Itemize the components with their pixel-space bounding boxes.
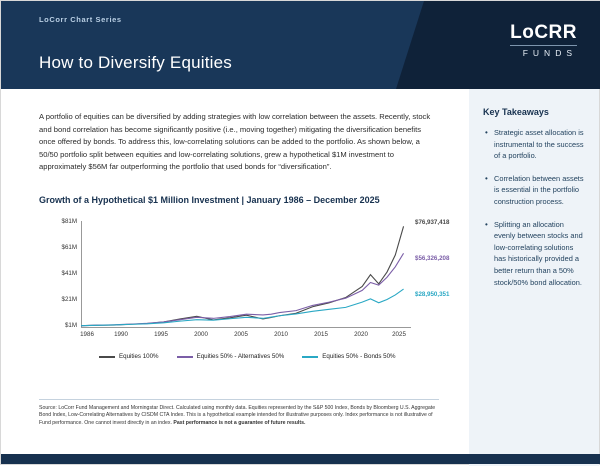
chart-x-axis xyxy=(81,327,411,328)
footnote-line-3: illustrative of Fund performance. One cannot invest directly in an index. xyxy=(39,412,433,426)
footnote-line-2: Aggregate Bond Index, Low-Correlating Alternatives by CISDM CTA Index. This is a hypothetical example intended for illustrative purposes only. Index performance is not xyxy=(39,405,436,419)
list-item: • Strategic asset allocation is instrumental to the success of a portfolio. xyxy=(494,127,585,162)
legend-item-equities-alts xyxy=(177,353,285,360)
chart-series-label: LoCorr Chart Series xyxy=(39,15,122,24)
legend-swatch-icon-0 xyxy=(99,356,115,358)
logo-divider xyxy=(510,45,577,46)
x-tick-7: 2020 xyxy=(354,331,368,338)
key-takeaways-sidebar xyxy=(469,89,599,466)
page-header xyxy=(1,1,600,89)
footnote xyxy=(39,405,439,427)
intro-paragraph xyxy=(39,111,439,174)
x-tick-2: 1995 xyxy=(154,331,168,338)
y-tick-2: $41M xyxy=(61,270,77,277)
list-item: • Splitting an allocation evenly between stocks and low-correlating solutions has historically provided a better return than a 50% stock/50% bond allocation. xyxy=(494,219,585,289)
list-item: • Correlation between assets is essential in the portfolio construction process. xyxy=(494,173,585,208)
annotation-equities-bonds: $28,950,351 xyxy=(415,291,450,298)
annotation-equities-alts: $56,326,208 xyxy=(415,255,450,262)
logo-subtext: FUNDS xyxy=(522,48,577,58)
y-tick-3: $61M xyxy=(61,244,77,251)
annotation-equities-100: $76,937,418 xyxy=(415,219,450,226)
sidebar-list xyxy=(483,127,585,288)
legend-label-1: Equities 50% - Alternatives 50% xyxy=(196,353,285,360)
legend-label-0: Equities 100% xyxy=(119,353,159,360)
growth-chart xyxy=(39,213,459,360)
chart-plot-lines xyxy=(81,221,411,327)
footer-bar xyxy=(1,454,600,464)
x-tick-8: 2025 xyxy=(392,331,406,338)
chart-legend xyxy=(99,353,459,360)
x-tick-1: 1990 xyxy=(114,331,128,338)
page-title: How to Diversify Equities xyxy=(39,53,233,72)
legend-swatch-icon-1 xyxy=(177,356,193,358)
locorr-logo xyxy=(510,23,577,58)
x-tick-6: 2015 xyxy=(314,331,328,338)
legend-label-2: Equities 50% - Bonds 50% xyxy=(322,353,396,360)
legend-swatch-icon-2 xyxy=(302,356,318,358)
logo-text-secondary: RR xyxy=(548,22,577,43)
x-tick-0: 1986 xyxy=(80,331,94,338)
x-tick-3: 2000 xyxy=(194,331,208,338)
chart-title: Growth of a Hypothetical $1 Million Investment | January 1986 – December 2025 xyxy=(39,195,380,205)
x-tick-4: 2005 xyxy=(234,331,248,338)
legend-item-equities-bonds xyxy=(302,353,395,360)
footnote-line-1: Source: LoCorr Fund Management and Morningstar Direct. Calculated using monthly data. Equities represented by the S&P 500 Index, Bonds by Bloomberg U.S. xyxy=(39,405,411,411)
intro-text: A portfolio of equities can be diversified by adding strategies with low correlation between the assets. Recently, stock and bond correlation has become significantly positive (i.e., moving together) mitigating the diversification benefits once offered by bonds. To address this, low-correlating solutions can be added to the portfolio. As shown below, a 50/50 portfolio split between equities and low-correlating solutions, grew a hypothetical $1M investment to approximately $56M far outperforming the portfolio that used bonds for “diversification”. xyxy=(39,112,431,172)
sidebar-title: Key Takeaways xyxy=(483,107,549,117)
footnote-disclaimer: Past performance is not a guarantee of future results. xyxy=(173,419,306,426)
footnote-divider xyxy=(39,399,439,400)
y-tick-0: $1M xyxy=(64,322,77,329)
logo-text-primary: LoC xyxy=(510,22,549,43)
y-tick-4: $81M xyxy=(61,218,77,225)
legend-item-equities-100 xyxy=(99,353,159,360)
y-tick-1: $21M xyxy=(61,296,77,303)
x-tick-5: 2010 xyxy=(274,331,288,338)
